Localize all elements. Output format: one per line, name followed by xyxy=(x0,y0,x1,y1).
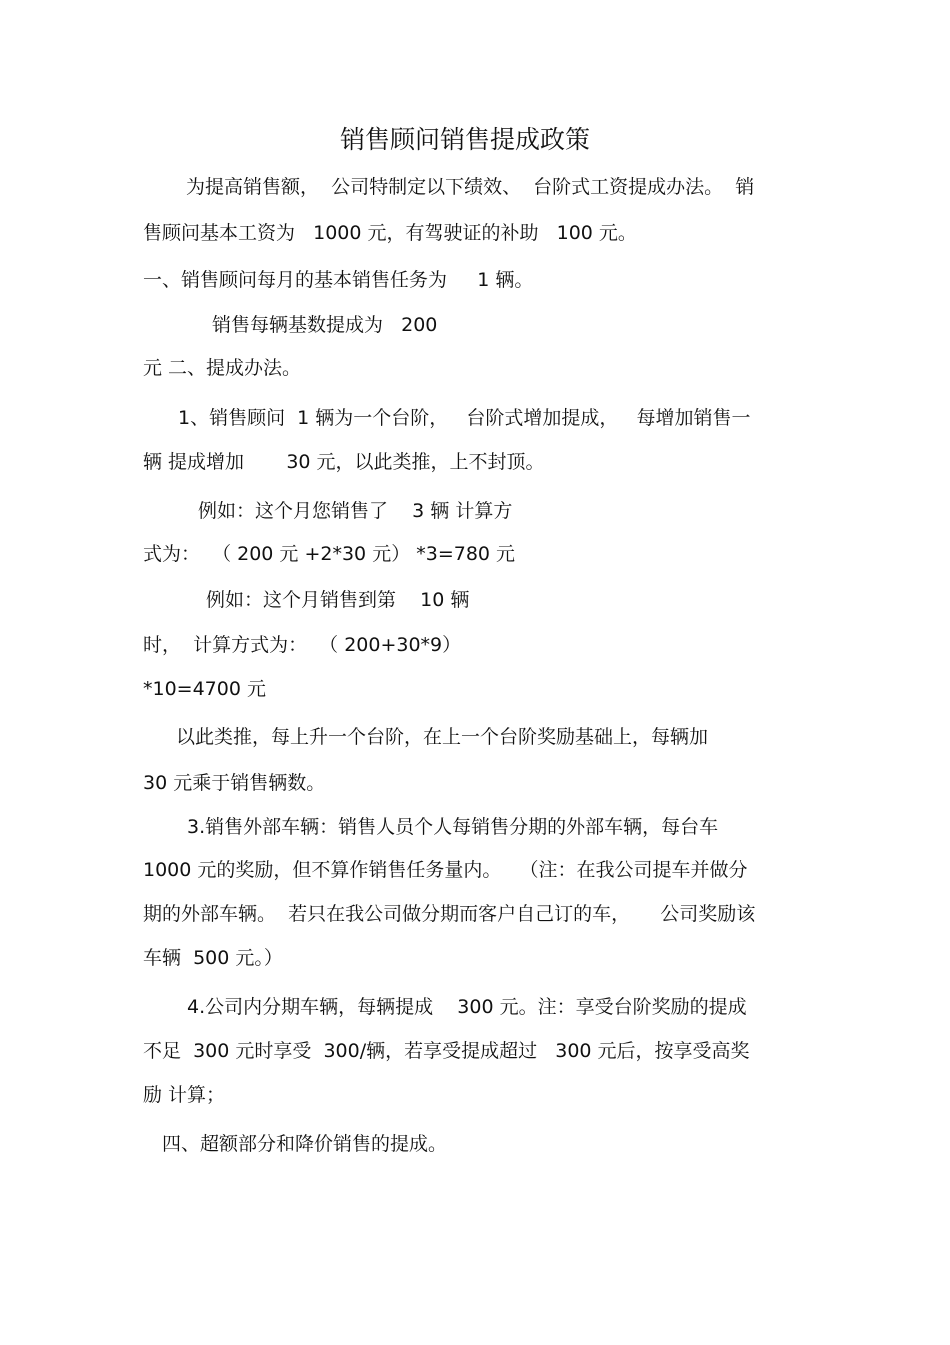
paragraph-line: 4.公司内分期车辆，每辆提成 300 元。注：享受台阶奖励的提成 xyxy=(187,996,747,1018)
paragraph-line: 为提高销售额， 公司特制定以下绩效、 台阶式工资提成办法。 销 xyxy=(186,176,755,198)
document-title: 销售顾问销售提成政策 xyxy=(339,125,590,154)
paragraph-line: 3.销售外部车辆：销售人员个人每销售分期的外部车辆，每台车 xyxy=(187,816,719,838)
paragraph-line: 销售每辆基数提成为 200 xyxy=(212,314,438,336)
paragraph-line: 车辆 500 元。） xyxy=(143,947,283,969)
paragraph-line: 1、销售顾问 1 辆为一个台阶， 台阶式增加提成， 每增加销售一 xyxy=(178,407,751,429)
section-heading: 元 二、提成办法。 xyxy=(143,357,302,379)
paragraph-line: 1000 元的奖励，但不算作销售任务量内。 （注：在我公司提车并做分 xyxy=(143,859,748,881)
example-line: 时， 计算方式为： （ 200+30*9） xyxy=(143,634,462,656)
paragraph-line: 期的外部车辆。 若只在我公司做分期而客户自己订的车， 公司奖励该 xyxy=(143,903,756,925)
paragraph-line: 30 元乘于销售辆数。 xyxy=(143,772,326,794)
section-heading: 四、超额部分和降价销售的提成。 xyxy=(162,1133,448,1155)
paragraph-line: 辆 提成增加 30 元，以此类推，上不封顶。 xyxy=(143,451,545,473)
example-line: 式为： （ 200 元 +2*30 元） *3=780 元 xyxy=(143,543,516,565)
example-line: 例如：这个月销售到第 10 辆 xyxy=(206,589,470,611)
section-heading: 一、销售顾问每月的基本销售任务为 1 辆。 xyxy=(143,269,534,291)
paragraph-line: 励 计算； xyxy=(143,1084,226,1106)
paragraph-line: 不足 300 元时享受 300/辆，若享受提成超过 300 元后，按享受高奖 xyxy=(143,1040,750,1062)
paragraph-line: 以此类推，每上升一个台阶，在上一个台阶奖励基础上，每辆加 xyxy=(176,726,709,748)
paragraph-line: 售顾问基本工资为 1000 元，有驾驶证的补助 100 元。 xyxy=(143,222,637,244)
example-line: 例如：这个月您销售了 3 辆 计算方 xyxy=(198,500,513,522)
example-line: *10=4700 元 xyxy=(143,678,266,700)
